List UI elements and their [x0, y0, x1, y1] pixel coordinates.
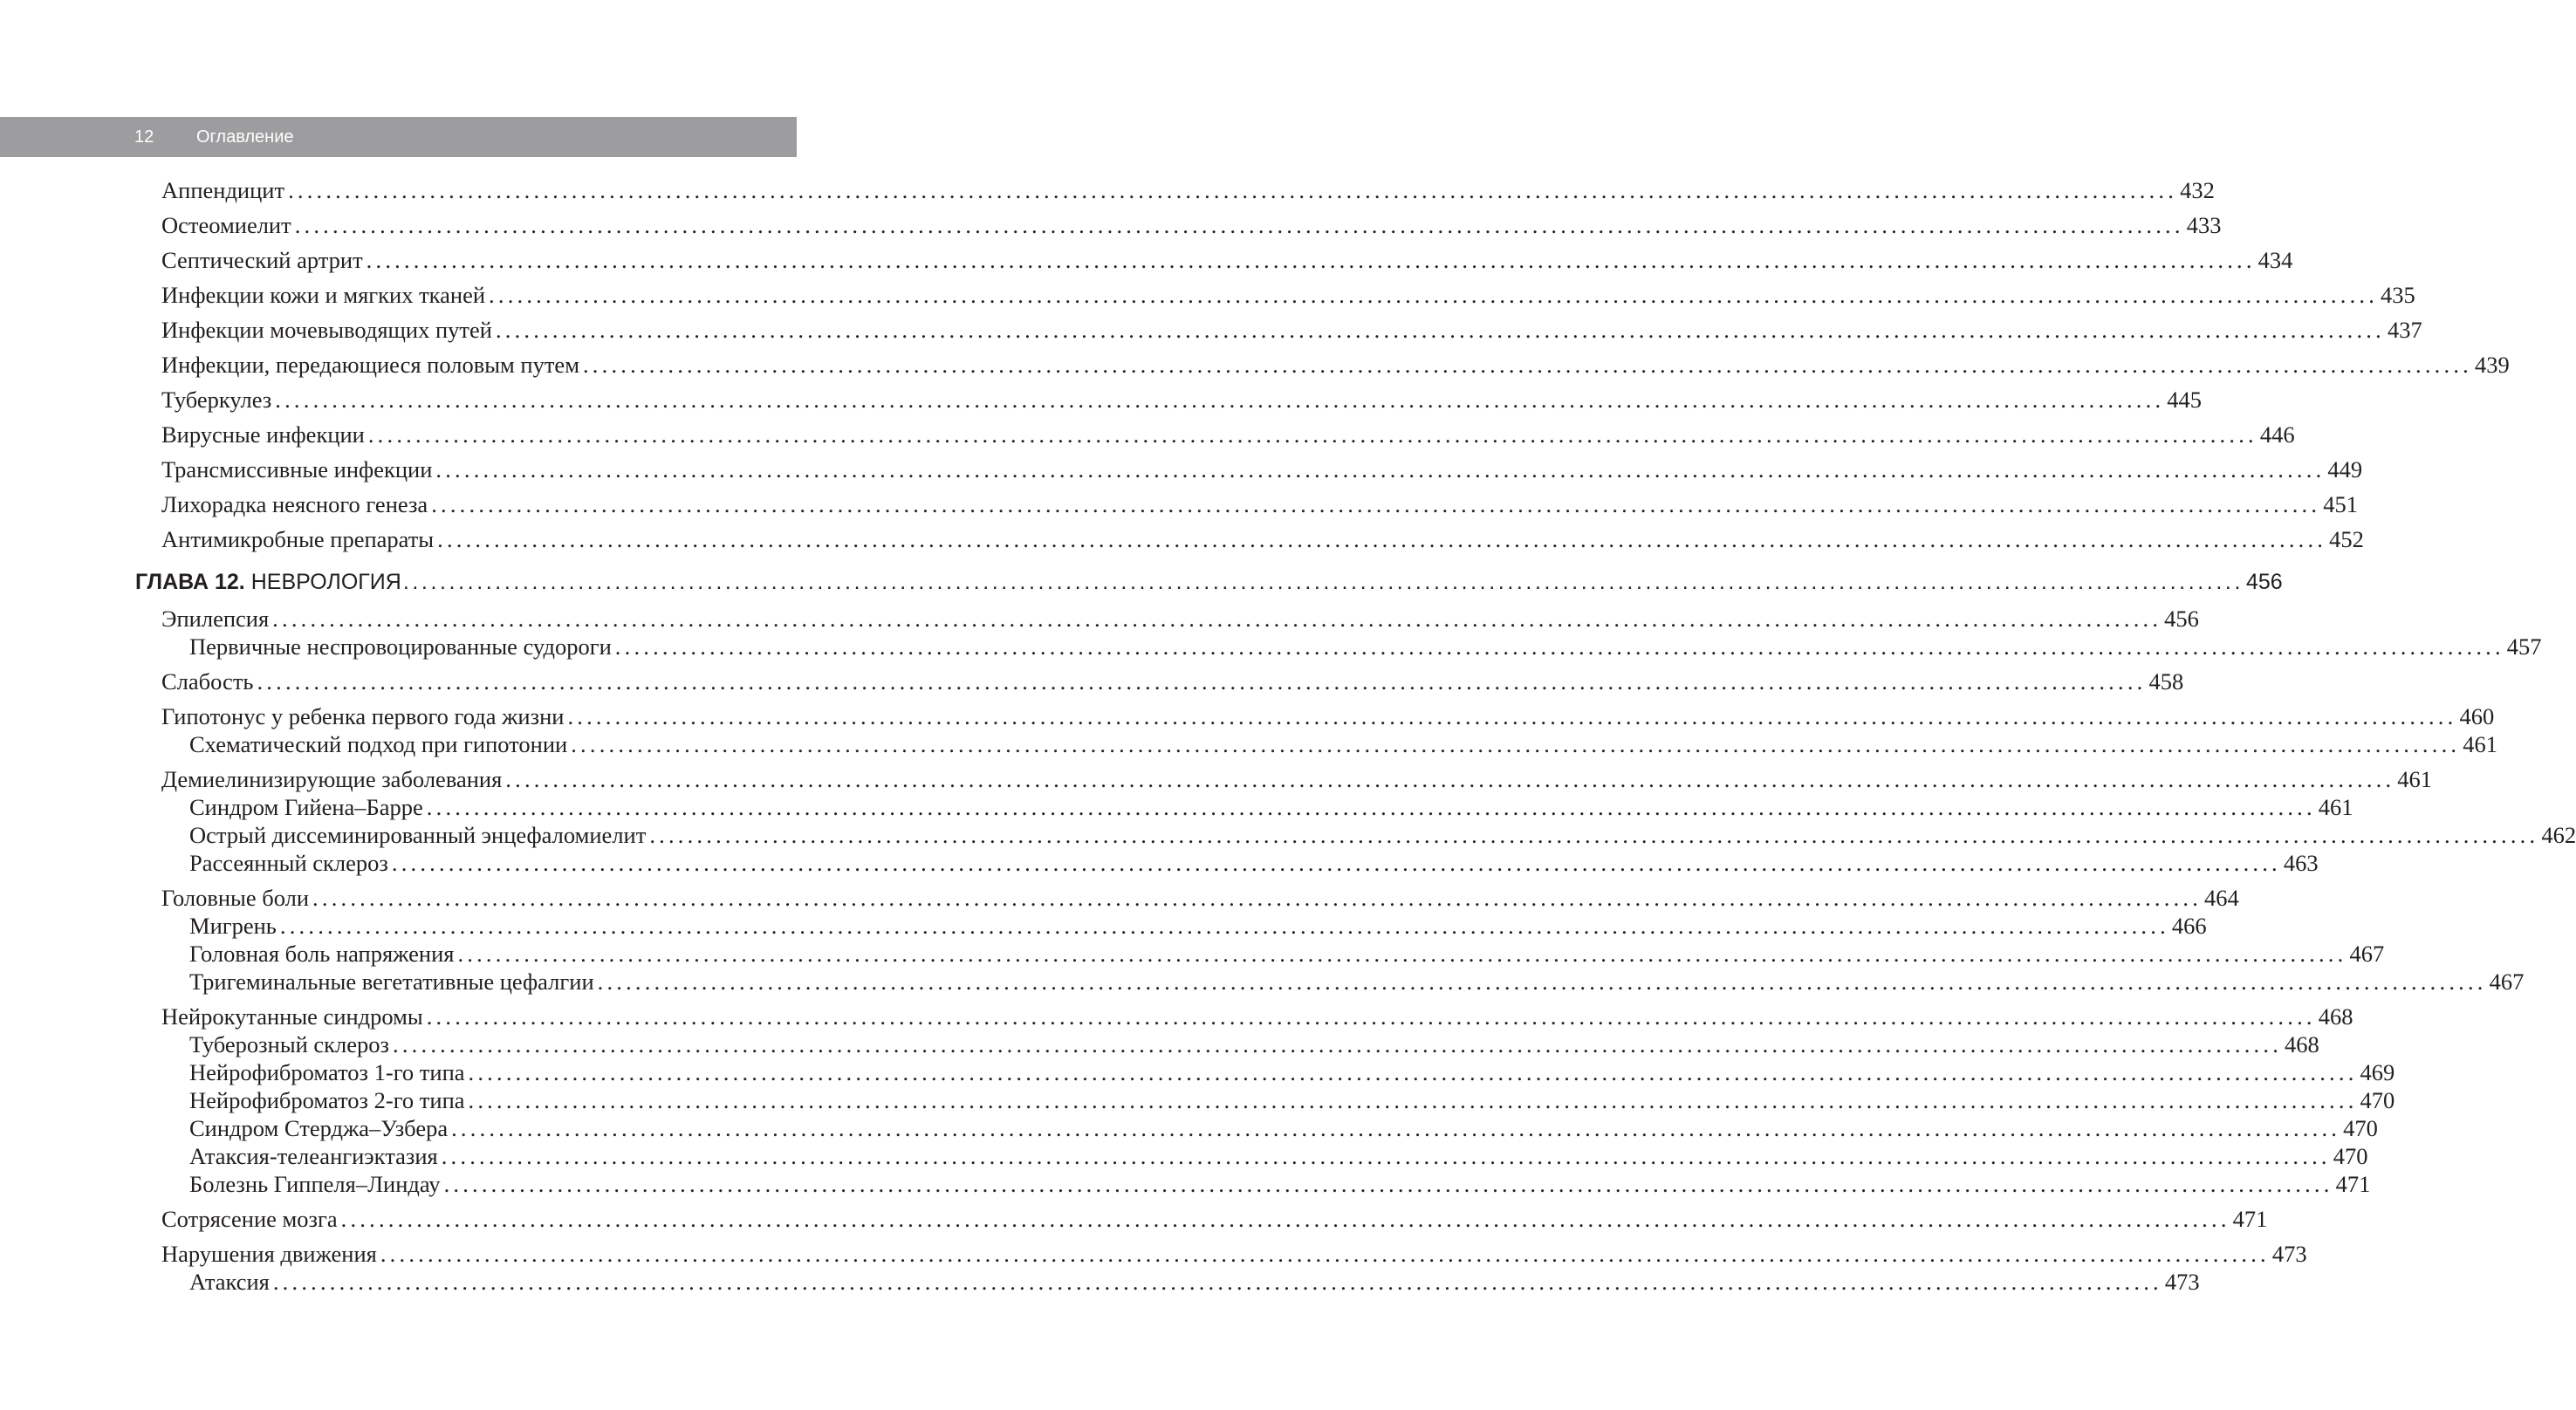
toc-entry-page: 468 [2285, 1031, 2319, 1058]
dot-leader: ........................................................................................................................................................................................................ [495, 317, 2385, 343]
toc-entry[interactable] [161, 1204, 2268, 1234]
dot-leader: ........................................................................................................................................................................................................ [312, 885, 2203, 911]
toc-entry-title: Болезнь Гиппеля–Линдау [189, 1171, 441, 1197]
dot-leader: ........................................................................................................................................................................................................ [431, 491, 2321, 517]
chapter-heading[interactable] [135, 565, 2283, 599]
toc-entry-page: 466 [2171, 913, 2207, 939]
chapter-name: НЕВРОЛОГИЯ [250, 570, 401, 594]
toc-entry-page: 468 [2318, 1003, 2353, 1030]
toc-entry-page: 446 [2259, 421, 2295, 448]
dot-leader: ........................................................................................................................................................................................................ [294, 212, 2184, 238]
dot-leader: ........................................................................................................................................................................................................ [571, 731, 2461, 757]
toc-entry-title: Головные боли [161, 885, 310, 911]
toc-entry-page: 469 [2360, 1059, 2395, 1085]
toc-entry[interactable] [161, 489, 2358, 519]
toc-entry-page: 434 [2257, 247, 2293, 273]
dot-leader: ........................................................................................................................................................................................................ [257, 668, 2147, 695]
toc-entry-title: Инфекции, передающиеся половым путем [161, 352, 579, 378]
toc-entry[interactable] [161, 280, 2415, 310]
toc-entry-title: Туберкулез [161, 387, 272, 413]
toc-subentry[interactable] [189, 1030, 2319, 1059]
toc-entry-title: Туберозный склероз [189, 1031, 390, 1058]
toc-entry[interactable] [161, 420, 2295, 449]
toc-entry-page: 439 [2474, 352, 2510, 378]
toc-entry-title: Схематический подход при гипотонии [189, 731, 568, 757]
toc-subentry[interactable] [189, 911, 2207, 941]
toc-entry-page: 458 [2148, 668, 2184, 695]
dot-leader: ........................................................................................................................................................................................................ [426, 1003, 2316, 1030]
toc-entry-page: 461 [2318, 794, 2353, 820]
toc-entry[interactable] [161, 604, 2199, 633]
dot-leader: ........................................................................................................................................................................................................ [457, 941, 2347, 967]
toc-entry-title: Гипотонус у ребенка первого года жизни [161, 703, 565, 729]
toc-entry-title: Острый диссеминированный энцефаломиелит [189, 822, 647, 848]
toc-entry-title: Демиелинизирующие заболевания [161, 766, 503, 792]
toc-entry-page: 452 [2329, 526, 2364, 552]
toc-entry-page: 433 [2186, 212, 2222, 238]
toc-entry[interactable] [161, 1239, 2307, 1269]
dot-leader: ........................................................................................................................................................................................................ [435, 456, 2326, 483]
toc-entry-title: Антимикробные препараты [161, 526, 435, 552]
toc-entry-page: 449 [2327, 456, 2363, 483]
toc-subentry[interactable] [189, 1113, 2378, 1143]
toc-entry[interactable] [161, 350, 2510, 380]
toc-entry-title: Сотрясение мозга [161, 1206, 338, 1232]
dot-leader: ........................................................................................................................................................................................................ [468, 1087, 2358, 1113]
toc-entry-title: Инфекции мочевыводящих путей [161, 317, 492, 343]
toc-entry-page: 473 [2271, 1241, 2307, 1267]
chapter-page: 456 [2246, 570, 2283, 594]
dot-leader: ........................................................................................................................................................................................................ [443, 1171, 2333, 1197]
dot-leader: ........................................................................................................................................................................................................ [272, 1269, 2162, 1295]
chapter-label: ГЛАВА 12. [135, 570, 245, 594]
toc-entry-page: 471 [2232, 1206, 2268, 1232]
dot-leader: ........................................................................................................................................................................................................ [597, 969, 2487, 995]
toc-entry-page: 462 [2541, 822, 2576, 848]
toc-entry-title: Атаксия [189, 1269, 270, 1295]
toc-entry[interactable] [161, 175, 2215, 205]
dot-leader: ........................................................................................................................................................................................................ [391, 850, 2281, 876]
toc-entry-title: Нейрофиброматоз 1-го типа [189, 1059, 465, 1085]
toc-entry-page: 464 [2204, 885, 2239, 911]
dot-leader: ........................................................................................................................................................................................................ [582, 352, 2472, 378]
toc-entry-page: 467 [2349, 941, 2385, 967]
toc-subentry[interactable] [189, 729, 2497, 759]
toc-entry-page: 451 [2323, 491, 2358, 517]
toc-entry-title: Первичные неспровоцированные судороги [189, 633, 612, 660]
toc-entry-page: 470 [2333, 1143, 2368, 1169]
toc-subentry[interactable] [189, 632, 2542, 661]
toc-subentry[interactable] [189, 1141, 2368, 1171]
toc-entry-title: Аппендицит [161, 177, 285, 203]
toc-entry-title: Септический артрит [161, 247, 363, 273]
dot-leader: ........................................................................................................................................................................................................ [275, 387, 2165, 413]
toc-entry[interactable] [161, 883, 2239, 913]
toc-entry-title: Инфекции кожи и мягких тканей [161, 282, 486, 308]
toc-entry[interactable] [161, 702, 2495, 731]
toc-entry-title: Слабость [161, 668, 254, 695]
dot-leader: ........................................................................................................................................................................................................ [426, 794, 2316, 820]
toc-entry-title: Нарушения движения [161, 1241, 377, 1267]
toc-entry-title: Нейрокутанные синдромы [161, 1003, 423, 1030]
toc-entry-title: Синдром Стерджа–Узбера [189, 1115, 449, 1141]
running-header-title: Оглавление [196, 127, 294, 147]
toc-subentry[interactable] [189, 967, 2525, 996]
toc-entry-title: Нейрофиброматоз 2-го типа [189, 1087, 465, 1113]
toc-entry-title: Рассеянный склероз [189, 850, 388, 876]
toc-subentry[interactable] [189, 848, 2319, 878]
toc-entry-page: 460 [2459, 703, 2495, 729]
dot-leader: ........................................................................................................................................................................................................ [367, 421, 2257, 448]
toc-entry[interactable] [161, 315, 2422, 345]
toc-entry[interactable] [161, 524, 2364, 554]
toc-subentry[interactable] [189, 1058, 2395, 1087]
toc-entry-page: 437 [2387, 317, 2422, 343]
toc-entry-title: Мигрень [189, 913, 277, 939]
toc-entry[interactable] [161, 455, 2363, 484]
dot-leader: ........................................................................................................................................................................................................ [489, 282, 2379, 308]
dot-leader: ........................................................................................................................................................................................................ [437, 526, 2327, 552]
toc-entry-title: Лихорадка неясного генеза [161, 491, 428, 517]
toc-entry-page: 432 [2180, 177, 2215, 203]
toc-entry[interactable] [161, 210, 2222, 240]
toc-entry-page: 463 [2283, 850, 2319, 876]
toc-entry-page: 471 [2335, 1171, 2371, 1197]
toc-subentry[interactable] [189, 820, 2576, 850]
dot-leader: ........................................................................................................................................................................................................ [288, 177, 2178, 203]
dot-leader: ........................................................................................................................................................................................................ [649, 822, 2539, 848]
dot-leader: ........................................................................................................................................................................................................ [402, 570, 2244, 594]
toc-entry[interactable] [161, 385, 2203, 414]
toc-entry-page: 467 [2489, 969, 2525, 995]
toc-entry-title: Головная боль напряжения [189, 941, 455, 967]
dot-leader: ........................................................................................................................................................................................................ [380, 1241, 2270, 1267]
toc-entry-page: 435 [2381, 282, 2415, 308]
toc-subentry[interactable] [189, 939, 2385, 969]
dot-leader: ........................................................................................................................................................................................................ [393, 1031, 2283, 1058]
dot-leader: ........................................................................................................................................................................................................ [272, 606, 2162, 632]
dot-leader: ........................................................................................................................................................................................................ [340, 1206, 2230, 1232]
dot-leader: ........................................................................................................................................................................................................ [505, 766, 2395, 792]
toc-entry-page: 470 [2360, 1087, 2395, 1113]
toc-entry[interactable] [161, 764, 2433, 794]
toc-subentry[interactable] [189, 1267, 2200, 1297]
page-number: 12 [134, 127, 154, 147]
toc-entry-title: Атаксия-телеангиэктазия [189, 1143, 438, 1169]
toc-entry-page: 461 [2463, 731, 2497, 757]
dot-leader: ........................................................................................................................................................................................................ [567, 703, 2457, 729]
dot-leader: ........................................................................................................................................................................................................ [614, 633, 2504, 660]
toc-entry-page: 457 [2506, 633, 2542, 660]
toc-subentry[interactable] [189, 792, 2353, 822]
dot-leader: ........................................................................................................................................................................................................ [366, 247, 2256, 273]
toc-subentry[interactable] [189, 1169, 2371, 1199]
dot-leader: ........................................................................................................................................................................................................ [451, 1115, 2341, 1141]
toc-entry[interactable] [161, 667, 2184, 696]
toc-entry-page: 470 [2343, 1115, 2378, 1141]
toc-entry-title: Тригеминальные вегетативные цефалгии [189, 969, 594, 995]
dot-leader: ........................................................................................................................................................................................................ [468, 1059, 2358, 1085]
toc-entry-title: Трансмиссивные инфекции [161, 456, 433, 483]
toc-entry-title: Вирусные инфекции [161, 421, 365, 448]
toc-subentry[interactable] [189, 1085, 2395, 1115]
toc-entry-title: Синдром Гийена–Барре [189, 794, 423, 820]
toc-entry-title: Эпилепсия [161, 606, 270, 632]
toc-entry-page: 461 [2397, 766, 2433, 792]
toc-entry-title: Остеомиелит [161, 212, 291, 238]
dot-leader: ........................................................................................................................................................................................................ [279, 913, 2169, 939]
toc-entry[interactable] [161, 1002, 2353, 1031]
toc-entry-page: 456 [2164, 606, 2199, 632]
dot-leader: ........................................................................................................................................................................................................ [441, 1143, 2331, 1169]
toc-entry-page: 445 [2167, 387, 2203, 413]
toc-entry-page: 473 [2164, 1269, 2200, 1295]
toc-entry[interactable] [161, 245, 2293, 275]
